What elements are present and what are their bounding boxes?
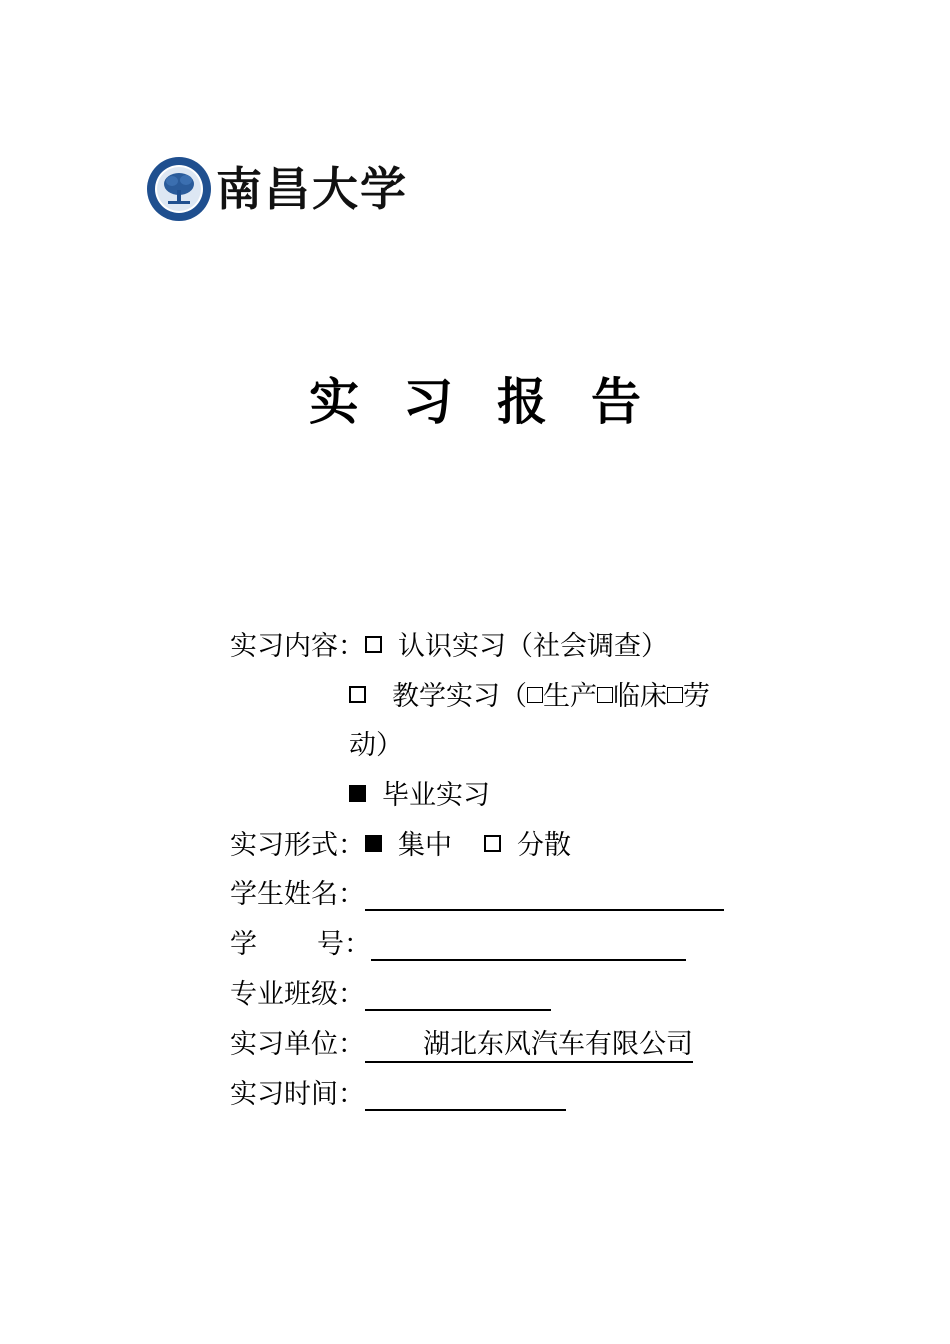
- form-label: 实习形式：: [230, 830, 365, 861]
- university-name: 南昌大学: [216, 162, 408, 216]
- content-row-4: [349, 778, 490, 814]
- unit-row: [230, 1027, 693, 1063]
- option-clinical: 临床: [613, 681, 667, 712]
- title-char: 习: [403, 372, 453, 431]
- option-labor: 劳: [683, 681, 710, 712]
- nanchang-university-seal-icon: [146, 156, 212, 222]
- student-id-field[interactable]: [371, 929, 686, 961]
- content-row-3: [349, 728, 403, 764]
- checkbox-centralized[interactable]: [365, 835, 382, 852]
- major-class-row: [230, 977, 551, 1013]
- student-name-row: [230, 877, 724, 913]
- checkbox-dispersed[interactable]: [484, 835, 501, 852]
- option-centralized: 集中: [398, 830, 452, 861]
- option-recognition-internship: 认识实习（社会调查）: [398, 631, 668, 662]
- student-name-field[interactable]: [365, 879, 724, 911]
- title-char: 报: [497, 372, 547, 431]
- option-dispersed: 分散: [517, 830, 571, 861]
- content-label: 实习内容：: [230, 631, 365, 662]
- page-title: [0, 370, 950, 434]
- option-production: 生产: [543, 681, 597, 712]
- university-logo: [146, 156, 408, 222]
- major-class-label: 专业班级：: [230, 979, 365, 1010]
- content-row-1: [230, 629, 668, 665]
- checkbox-clinical[interactable]: [597, 687, 613, 703]
- form-row: [230, 828, 571, 864]
- option-teaching-continuation: 动）: [349, 730, 403, 761]
- option-teaching-internship: 教学实习（: [392, 681, 527, 712]
- content-row-2: [349, 679, 710, 715]
- checkbox-teaching-internship[interactable]: [349, 686, 366, 703]
- time-label: 实习时间：: [230, 1079, 365, 1110]
- student-id-row: [230, 927, 686, 963]
- title-char: 实: [309, 372, 359, 431]
- option-graduation-internship: 毕业实习: [382, 780, 490, 811]
- student-id-label-2: 号：: [317, 929, 371, 960]
- student-name-label: 学生姓名：: [230, 879, 365, 910]
- major-class-field[interactable]: [365, 979, 551, 1011]
- time-row: [230, 1077, 566, 1113]
- checkbox-graduation-internship[interactable]: [349, 785, 366, 802]
- student-id-label-1: 学: [230, 929, 257, 960]
- checkbox-production[interactable]: [527, 687, 543, 703]
- time-field[interactable]: [365, 1079, 566, 1111]
- unit-label: 实习单位：: [230, 1029, 365, 1060]
- checkbox-recognition-internship[interactable]: [365, 636, 382, 653]
- unit-field[interactable]: 湖北东风汽车有限公司: [365, 1029, 693, 1063]
- title-char: 告: [591, 372, 641, 431]
- checkbox-labor[interactable]: [667, 687, 683, 703]
